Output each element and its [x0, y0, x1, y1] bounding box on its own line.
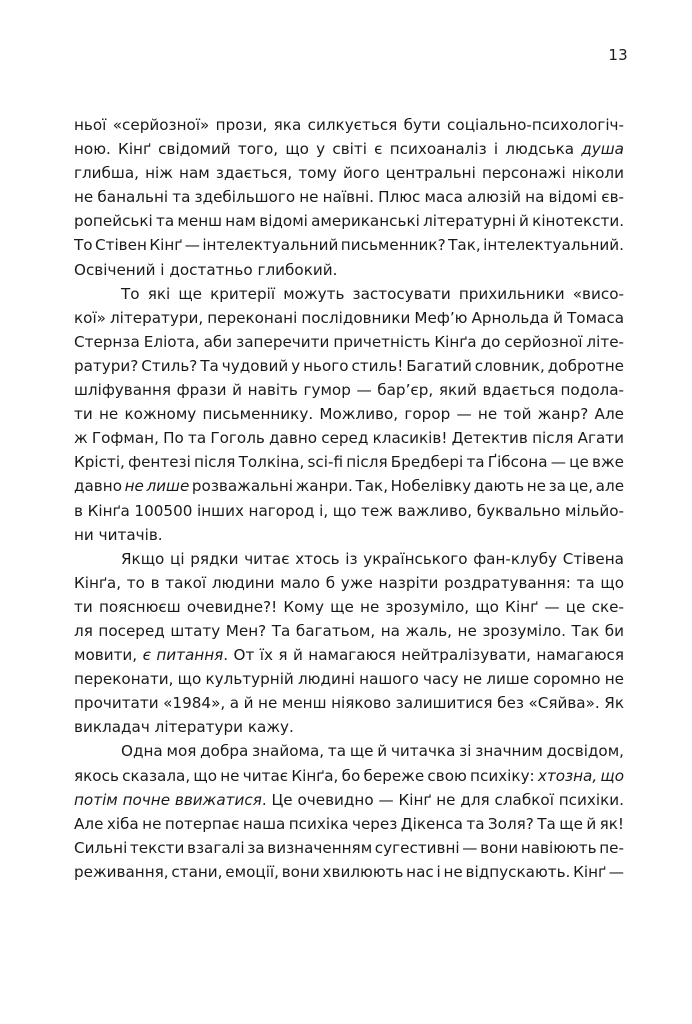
text-line	[74, 619, 624, 643]
text-line	[74, 715, 624, 739]
page-number: 13	[608, 46, 628, 64]
line-text: ни читачів.	[74, 525, 163, 544]
text-line	[74, 209, 624, 233]
text-line	[74, 306, 624, 330]
line-text: ропейські та менш нам відомі американські літературні й кінотексти.	[74, 212, 624, 231]
text-line	[74, 595, 624, 619]
text-line	[74, 185, 624, 209]
line-text: реживання, стани, емоції, вони хвилюють нас і не відпускають. Кінґ —	[74, 862, 624, 881]
line-text: ля посеред штату Мен? Та багатьом, на жаль, не зрозуміло. Так би	[74, 621, 624, 640]
italic-text: потім почне ввижатися	[74, 790, 262, 809]
line-text: Освічений і достатньо глибокий.	[74, 260, 338, 279]
line-text: переконати, що культурній людині нашого часу не лише соромно не	[74, 670, 624, 689]
line-text: . Це очевидно — Кінґ не для слабкої психіки.	[261, 790, 624, 809]
line-text: ною. Кінґ свідомий того, що у світі є психоаналіз і людська	[74, 140, 582, 159]
text-line	[74, 764, 624, 788]
text-line	[74, 739, 624, 763]
text-line	[74, 137, 624, 161]
text-line	[74, 499, 624, 523]
line-text: Якщо ці рядки читає хтось із українського фан-клубу Стівена	[121, 549, 624, 568]
text-line	[74, 354, 624, 378]
text-line	[74, 330, 624, 354]
line-text: шліфування фрази й навіть гумор — бар’єр, який вдається подола-	[74, 381, 624, 400]
line-text: ньої «серйозної» прози, яка силкується бути соціально-психологіч-	[74, 116, 624, 134]
line-text: давно	[74, 477, 125, 496]
text-line	[74, 812, 624, 836]
line-text: ж Гофман, По та Гоголь давно серед класиків! Детектив після Агати	[74, 429, 624, 448]
text-line	[74, 474, 624, 498]
text-line	[74, 860, 624, 884]
line-text: кої» літератури, переконані послідовники Меф’ю Арнольда й Томаса	[74, 308, 624, 327]
text-line	[74, 233, 624, 257]
text-line	[74, 402, 624, 426]
line-text: Стернза Еліота, аби заперечити причетність Кінґа до серйозної літе-	[74, 332, 624, 351]
text-line	[74, 378, 624, 402]
italic-text: хтозна, що	[537, 766, 624, 785]
line-text: Сильні тексти взагалі за визначенням сугестивні — вони навіюють пе-	[74, 838, 624, 857]
text-line	[74, 450, 624, 474]
text-line	[74, 161, 624, 185]
line-text: розважальні жанри. Так, Нобелівку дають не за це, але	[189, 477, 624, 496]
text-line	[74, 258, 624, 282]
text-line	[74, 113, 624, 137]
text-line	[74, 667, 624, 691]
line-text: ти не кожному письменнику. Можливо, горор — не той жанр? Але	[74, 405, 624, 424]
line-text: глибша, ніж нам здається, тому його центральні персонажі ніколи	[74, 164, 624, 183]
line-text: . От їх я й намагаюся нейтралізувати, намагаюся	[223, 646, 624, 665]
line-text: Одна моя добра знайома, та ще й читачка зі значним досвідом,	[121, 742, 624, 761]
line-text: ратури? Стиль? Та чудовий у нього стиль! Багатий словник, добротне	[74, 356, 624, 375]
text-line	[74, 788, 624, 812]
text-line	[74, 571, 624, 595]
italic-text: є питання	[142, 646, 224, 665]
line-text: Але хіба не потерпає наша психіка через Дікенса та Золя? Та ще й як!	[74, 814, 624, 833]
line-text: То Стівен Кінґ — інтелектуальний письменник? Так, інтелектуальний.	[74, 236, 624, 255]
line-text: мовити,	[74, 646, 143, 665]
line-text: Кінґа, то в такої людини мало б уже назріти роздратування: та що	[74, 573, 624, 592]
italic-text: душа	[581, 140, 624, 159]
line-text: Крісті, фентезі після Толкіна, sci-fi після Бредбері та Ґібсона — це вже	[74, 453, 624, 472]
text-line	[74, 282, 624, 306]
text-line	[74, 691, 624, 715]
text-line	[74, 836, 624, 860]
line-text: прочитати «1984», а й не менш ніяково залишитися без «Сяйва». Як	[74, 694, 624, 713]
italic-text: не лише	[124, 477, 190, 496]
text-line	[74, 643, 624, 667]
line-text: ти пояснюєш очевидне?! Кому ще не зрозуміло, що Кінґ — це ске-	[74, 597, 624, 616]
text-line	[74, 523, 624, 547]
text-line	[74, 426, 624, 450]
line-text: То які ще критерії можуть застосувати прихильники «висо-	[121, 284, 624, 303]
line-text: якось сказала, що не читає Кінґа, бо береже свою психіку:	[74, 766, 538, 785]
line-text: в Кінґа 100500 інших нагород і, що теж важливо, буквально мільйо-	[74, 501, 624, 520]
line-text: не банальні та здебільшого не наївні. Плюс маса алюзій на відомі єв-	[74, 188, 624, 207]
line-text: викладач літератури кажу.	[74, 718, 294, 737]
text-line	[74, 547, 624, 571]
body-text	[74, 113, 624, 884]
